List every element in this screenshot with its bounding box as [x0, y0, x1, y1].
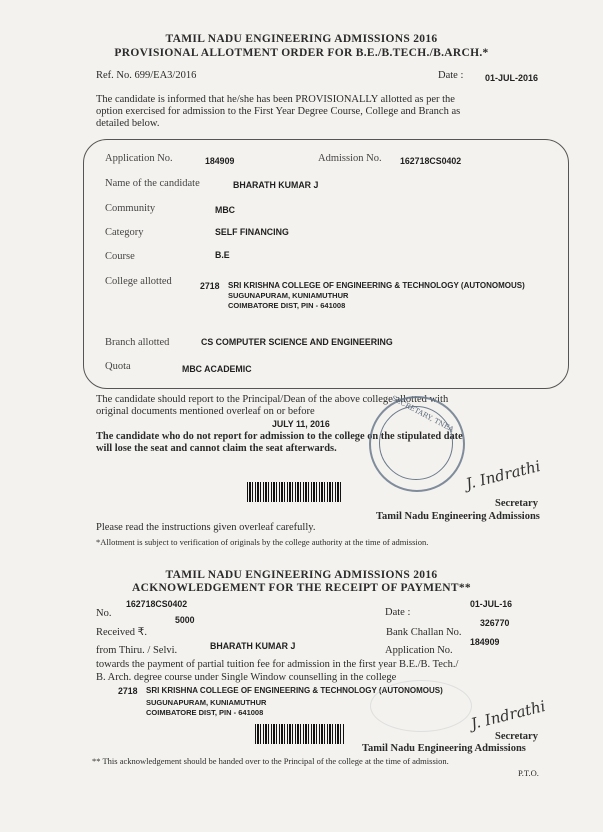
- branch-value: CS COMPUTER SCIENCE AND ENGINEERING: [201, 337, 393, 347]
- intro-line-1: The candidate is informed that he/she has been PROVISIONALLY allotted as per the: [96, 94, 455, 105]
- towards-line-2: B. Arch. degree course under Single Window counselling in the college: [96, 672, 397, 683]
- warning-line-2: will lose the seat and cannot claim the seat afterwards.: [96, 443, 337, 454]
- secretary-org: Tamil Nadu Engineering Admissions: [376, 511, 540, 522]
- official-seal-inner: [379, 406, 453, 480]
- name-label: Name of the candidate: [105, 178, 200, 189]
- college-address-2: COIMBATORE DIST, PIN - 641008: [228, 301, 346, 310]
- community-label: Community: [105, 203, 156, 214]
- towards-line-1: towards the payment of partial tuition fee for admission in the first year B.E./B. Tech./: [96, 659, 459, 670]
- pto: P.T.O.: [518, 768, 539, 778]
- report-deadline: JULY 11, 2016: [272, 419, 330, 429]
- college-name: SRI KRISHNA COLLEGE OF ENGINEERING & TECHNOLOGY (AUTONOMOUS): [228, 281, 525, 290]
- received-label: Received ₹.: [96, 627, 147, 638]
- ack-college-code: 2718: [118, 686, 138, 696]
- college-label: College allotted: [105, 276, 172, 287]
- signature: J. Indrathi: [463, 457, 543, 493]
- admission-number: 162718CS0402: [400, 156, 462, 166]
- admission-label: Admission No.: [318, 153, 382, 164]
- ack-college-address-1: SUGUNAPURAM, KUNIAMUTHUR: [146, 698, 267, 707]
- category-value: SELF FINANCING: [215, 227, 289, 237]
- date-label: Date :: [438, 70, 464, 81]
- report-line-1: The candidate should report to the Principal/Dean of the above college allotted with: [96, 394, 449, 405]
- seal-text: SECRETARY, TNEA: [390, 394, 456, 434]
- course-label: Course: [105, 251, 135, 262]
- course-value: B.E: [215, 250, 230, 260]
- ack-number-value: 162718CS0402: [126, 599, 188, 609]
- from-name: BHARATH KUMAR J: [210, 641, 296, 651]
- intro-line-3: detailed below.: [96, 118, 160, 129]
- allotment-note: *Allotment is subject to verification of originals by the college authority at the time of admission.: [96, 537, 429, 547]
- college-address-1: SUGUNAPURAM, KUNIAMUTHUR: [228, 291, 349, 300]
- ack-footnote: ** This acknowledgement should be handed over to the Principal of the college at the time of admission.: [92, 756, 449, 766]
- challan-label: Bank Challan No.: [386, 627, 462, 638]
- amount-value: 5000: [175, 615, 195, 625]
- ack-secretary-org: Tamil Nadu Engineering Admissions: [362, 743, 526, 754]
- ack-secretary-title: Secretary: [495, 731, 538, 742]
- ack-title: TAMIL NADU ENGINEERING ADMISSIONS 2016: [165, 569, 438, 581]
- secretary-title: Secretary: [495, 498, 538, 509]
- allotment-box: [83, 139, 569, 389]
- candidate-name: BHARATH KUMAR J: [233, 180, 319, 190]
- application-number: 184909: [205, 156, 235, 166]
- barcode: [247, 482, 343, 502]
- ack-application-number: 184909: [470, 637, 500, 647]
- college-code: 2718: [200, 281, 220, 291]
- from-label: from Thiru. / Selvi.: [96, 645, 178, 656]
- faint-stamp: [370, 680, 472, 732]
- ack-number-label: No.: [96, 608, 112, 619]
- ack-date-label: Date :: [385, 607, 411, 618]
- ack-signature: J. Indrathi: [468, 697, 548, 733]
- ref-number: Ref. No. 699/EA3/2016: [96, 70, 197, 81]
- ack-subtitle: ACKNOWLEDGEMENT FOR THE RECEIPT OF PAYMENT**: [132, 582, 471, 594]
- header-subtitle: PROVISIONAL ALLOTMENT ORDER FOR B.E./B.TECH./B.ARCH.*: [114, 47, 489, 59]
- ack-college-name: SRI KRISHNA COLLEGE OF ENGINEERING & TECHNOLOGY (AUTONOMOUS): [146, 686, 443, 695]
- quota-label: Quota: [105, 361, 131, 372]
- challan-value: 326770: [480, 618, 510, 628]
- date-value: 01-JUL-2016: [485, 73, 539, 83]
- quota-value: MBC ACADEMIC: [182, 364, 252, 374]
- intro-line-2: option exercised for admission to the First Year Degree Course, College and Branch as: [96, 106, 461, 117]
- branch-label: Branch allotted: [105, 337, 170, 348]
- ack-college-address-2: COIMBATORE DIST, PIN - 641008: [146, 708, 264, 717]
- category-label: Category: [105, 227, 144, 238]
- header-title: TAMIL NADU ENGINEERING ADMISSIONS 2016: [165, 33, 438, 45]
- instructions: Please read the instructions given overleaf carefully.: [96, 522, 316, 533]
- community-value: MBC: [215, 205, 236, 215]
- report-line-2: original documents mentioned overleaf on or before: [96, 406, 315, 417]
- ack-barcode: [255, 724, 345, 744]
- ack-application-label: Application No.: [385, 645, 453, 656]
- ack-date-value: 01-JUL-16: [470, 599, 513, 609]
- application-label: Application No.: [105, 153, 173, 164]
- warning-line-1: The candidate who do not report for admission to the college on the stipulated date: [96, 431, 463, 442]
